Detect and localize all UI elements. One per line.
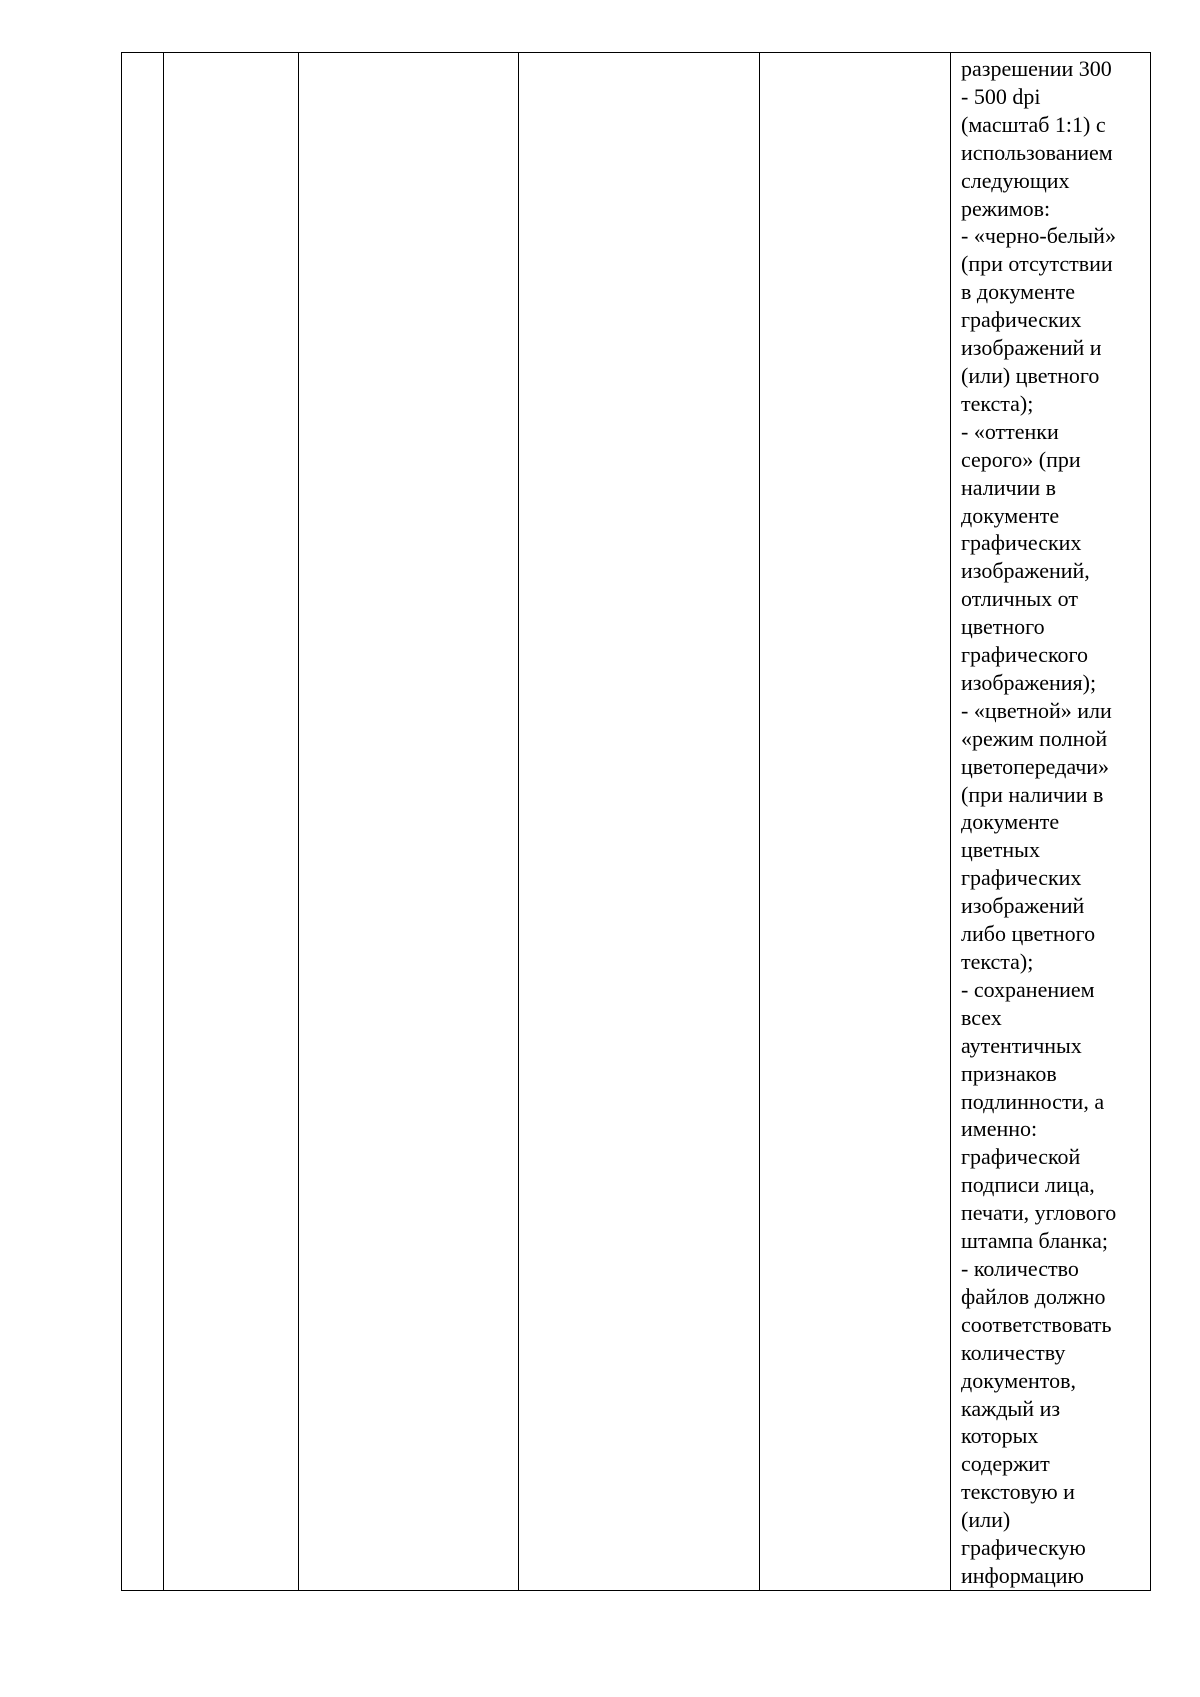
text-line: - количество [961,1255,1079,1281]
table-cell-empty [164,53,299,1591]
text-line: изображений [961,893,1085,919]
text-line: графических [961,307,1082,333]
text-line: «режим полной [961,725,1108,751]
text-line: разрешении 300 [961,56,1112,81]
text-line: содержит [961,1451,1050,1477]
text-line: которых [961,1423,1039,1449]
text-line: (при наличии в [961,781,1104,807]
text-line: каждый из [961,1395,1061,1421]
text-line: документе [961,502,1060,528]
text-line: (при отсутствии [961,251,1113,277]
text-line: количеству [961,1339,1066,1365]
text-line: соответствовать [961,1311,1112,1337]
text-line: (или) [961,1507,1011,1533]
text-line: всех [961,1004,1002,1030]
text-line: текста); [961,390,1034,416]
text-line: цветных [961,837,1040,863]
text-line: - «оттенки [961,418,1059,444]
text-line: графического [961,642,1089,668]
text-line: наличии в [961,474,1056,500]
text-line: режимов: [961,195,1051,221]
text-line: печати, углового [961,1200,1117,1226]
text-line: именно: [961,1116,1038,1142]
text-line: графических [961,865,1082,891]
text-line: (масштаб 1:1) с [961,111,1106,137]
text-line: подлинности, а [961,1088,1105,1114]
text-line: цветного [961,614,1045,640]
table-cell-scan-requirements [951,53,1151,1591]
text-line: - «черно-белый» [961,223,1116,249]
text-line: информацию [961,1562,1084,1588]
text-line: отличных от [961,586,1078,612]
text-line: серого» (при [961,446,1081,472]
text-line: файлов должно [961,1283,1106,1309]
table-cell-empty [299,53,519,1591]
text-line: текста); [961,949,1034,974]
text-line: (или) цветного [961,362,1100,388]
text-line: следующих [961,167,1070,193]
text-line: признаков [961,1060,1057,1086]
text-line: цветопередачи» [961,753,1110,779]
text-line: изображений и [961,335,1102,361]
text-line: либо цветного [961,921,1096,947]
text-line: - 500 dpi [961,83,1041,109]
requirements-table [121,52,1151,1591]
text-line: штампа бланка; [961,1228,1108,1254]
text-line: графическую [961,1535,1086,1561]
text-line: документов, [961,1367,1076,1393]
table-cell-empty [519,53,760,1591]
text-line: графической [961,1144,1081,1170]
text-line: изображений, [961,558,1090,584]
text-line: подписи лица, [961,1172,1095,1198]
table-cell-number [122,53,164,1591]
table-cell-empty [760,53,951,1591]
text-line: в документе [961,279,1076,305]
text-line: документе [961,809,1060,835]
text-line: аутентичных [961,1032,1082,1058]
text-line: текстовую и [961,1479,1075,1505]
text-line: графических [961,530,1082,556]
text-line: - сохранением [961,976,1095,1002]
text-line: изображения); [961,669,1097,695]
table-row [122,53,1151,1591]
text-line: - «цветной» или [961,697,1112,723]
scan-requirements-text [961,55,1144,1590]
text-line: использованием [961,139,1113,165]
